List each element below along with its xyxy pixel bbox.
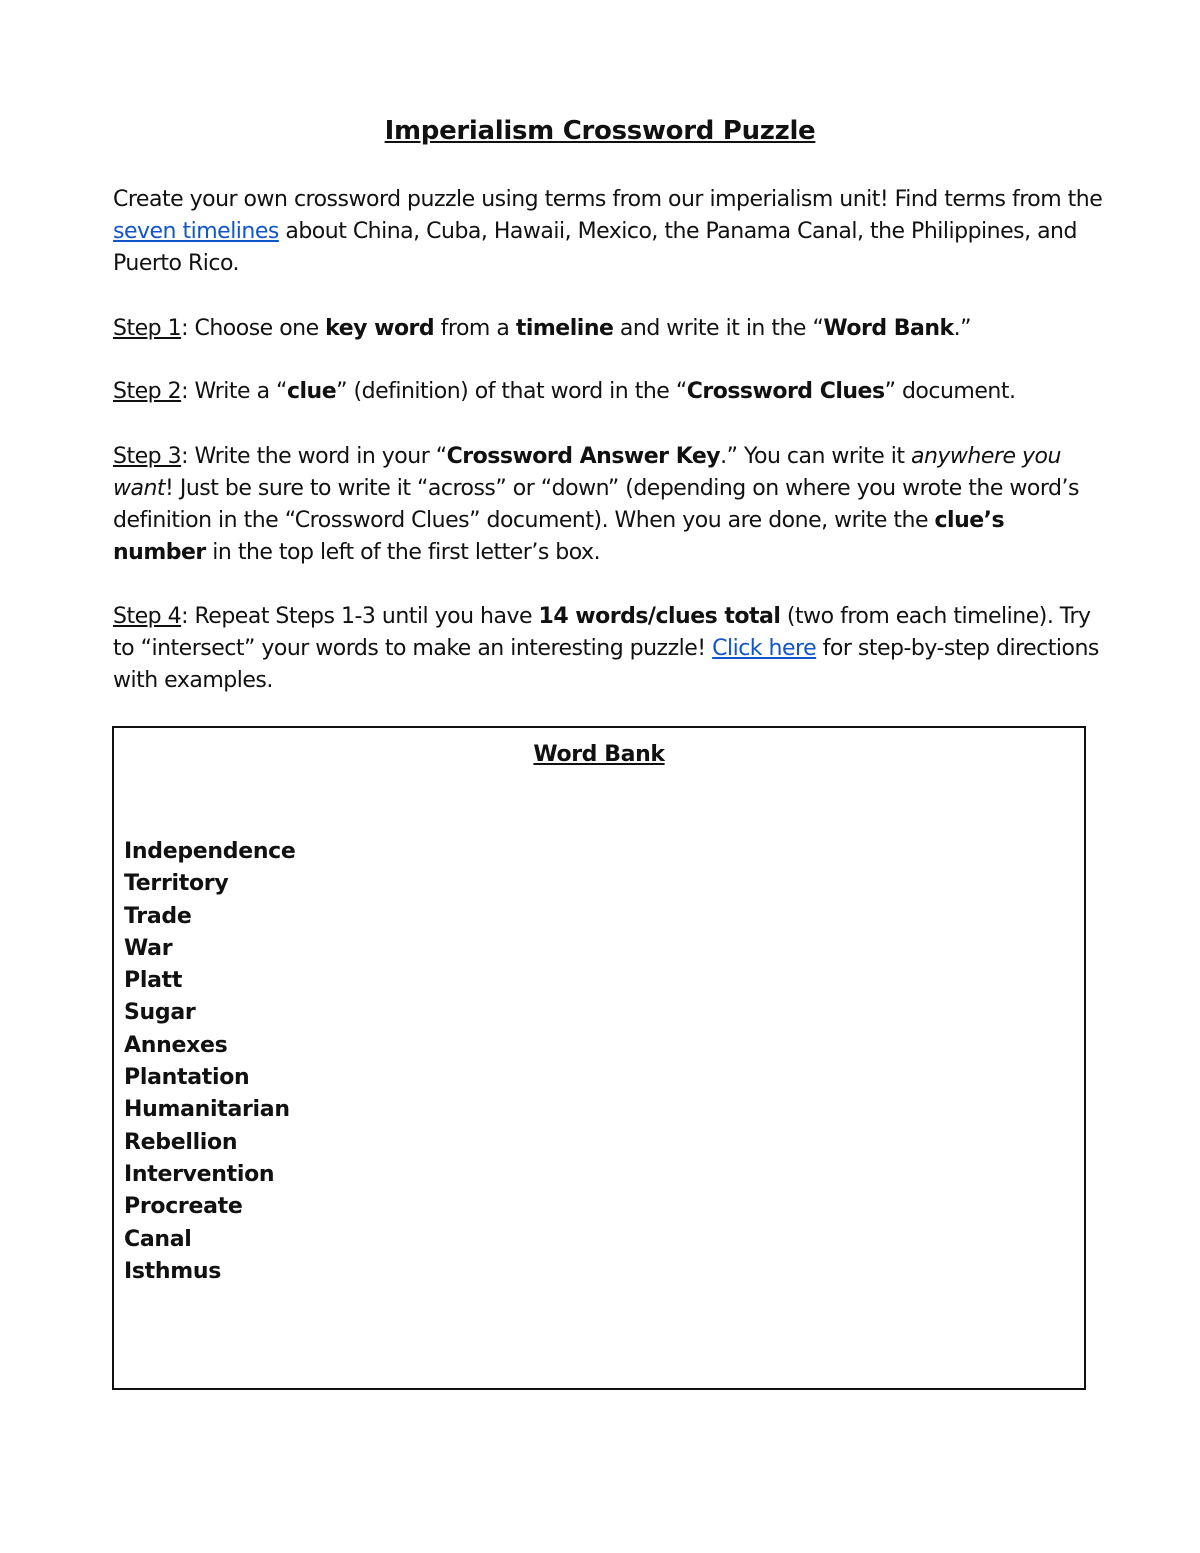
step-3-paragraph: [113, 441, 1103, 569]
word-bank-title: Word Bank: [533, 742, 665, 767]
step-1-label: Step 1: [113, 316, 182, 341]
step-1-text: : Choose one: [181, 316, 326, 341]
step-3-text: .” You can write it: [720, 444, 911, 469]
word-bank-item: Independence: [124, 839, 296, 864]
step-2-bold-clue: clue: [286, 379, 337, 404]
step-1-text: .”: [953, 316, 972, 341]
step-1-text: and write it in the “: [613, 316, 824, 341]
step-3-italic-anywhere: anywhere you want: [113, 444, 1061, 501]
step-1-bold-timeline: timeline: [515, 316, 614, 341]
word-bank-item: Platt: [124, 968, 183, 994]
word-bank-item: Annexes: [124, 1032, 228, 1058]
word-bank-item: Trade: [124, 903, 192, 929]
step-2-text: ” (definition) of that word in the “: [336, 379, 687, 404]
intro-paragraph: [113, 184, 1103, 280]
step-4-text: : Repeat Steps 1-3 until you have: [181, 604, 539, 629]
step-4-paragraph: [113, 601, 1103, 697]
step-4-bold-total: 14 words/clues total: [538, 604, 781, 629]
step-1-text: from a: [434, 316, 516, 341]
step-3-text: in the top left of the first letter’s box.: [205, 540, 601, 565]
word-bank-item: Sugar: [124, 1000, 196, 1026]
step-4-label: Step 4: [113, 604, 182, 629]
step-4-text: for step-by-step directions with examples.: [113, 636, 1099, 693]
step-3-bold-clue-number: clue’s number: [113, 508, 1005, 565]
click-here-link[interactable]: Click here: [712, 636, 817, 661]
step-2-text: : Write a “: [181, 379, 287, 404]
step-3-label: Step 3: [113, 444, 182, 469]
step-2-bold-crossword-clues: Crossword Clues: [686, 379, 885, 404]
step-4-text: (two from each timeline). Try to “intersect” your words to make an interesting puzzle!: [113, 604, 1091, 661]
intro-text-1: Create your own crossword puzzle using terms from our imperialism unit! Find terms from the: [113, 187, 1103, 212]
intro-text-2: about China, Cuba, Hawaii, Mexico, the Panama Canal, the Philippines, and Puerto Rico.: [113, 219, 1077, 276]
step-3-text: ! Just be sure to write it “across” or “down” (depending on where you wrote the word’s definition in the “Crossword Clues” document). When you are done, write the: [113, 476, 1079, 533]
word-bank-item: Isthmus: [124, 1258, 222, 1284]
step-3-bold-answer-key: Crossword Answer Key: [446, 444, 721, 469]
word-bank-item: Procreate: [124, 1194, 243, 1220]
word-bank-item: Rebellion: [124, 1129, 238, 1155]
step-1-paragraph: [113, 313, 1103, 345]
step-1-bold-word-bank: Word Bank: [823, 316, 954, 341]
word-bank-item: Territory: [124, 871, 229, 897]
step-3-text: : Write the word in your “: [181, 444, 447, 469]
page-title: Imperialism Crossword Puzzle: [384, 116, 816, 146]
step-2-text: ” document.: [884, 379, 1016, 404]
word-bank-box: [112, 726, 1086, 1390]
step-1-bold-key-word: key word: [325, 316, 435, 341]
step-2-paragraph: [113, 376, 1103, 408]
word-bank-item: Intervention: [124, 1161, 275, 1187]
word-bank-list: [124, 836, 296, 1288]
word-bank-item: War: [124, 935, 173, 961]
word-bank-item: Plantation: [124, 1065, 250, 1091]
word-bank-item: Humanitarian: [124, 1097, 290, 1123]
word-bank-item: Canal: [124, 1226, 192, 1252]
seven-timelines-link[interactable]: seven timelines: [113, 219, 279, 244]
step-2-label: Step 2: [113, 379, 182, 404]
